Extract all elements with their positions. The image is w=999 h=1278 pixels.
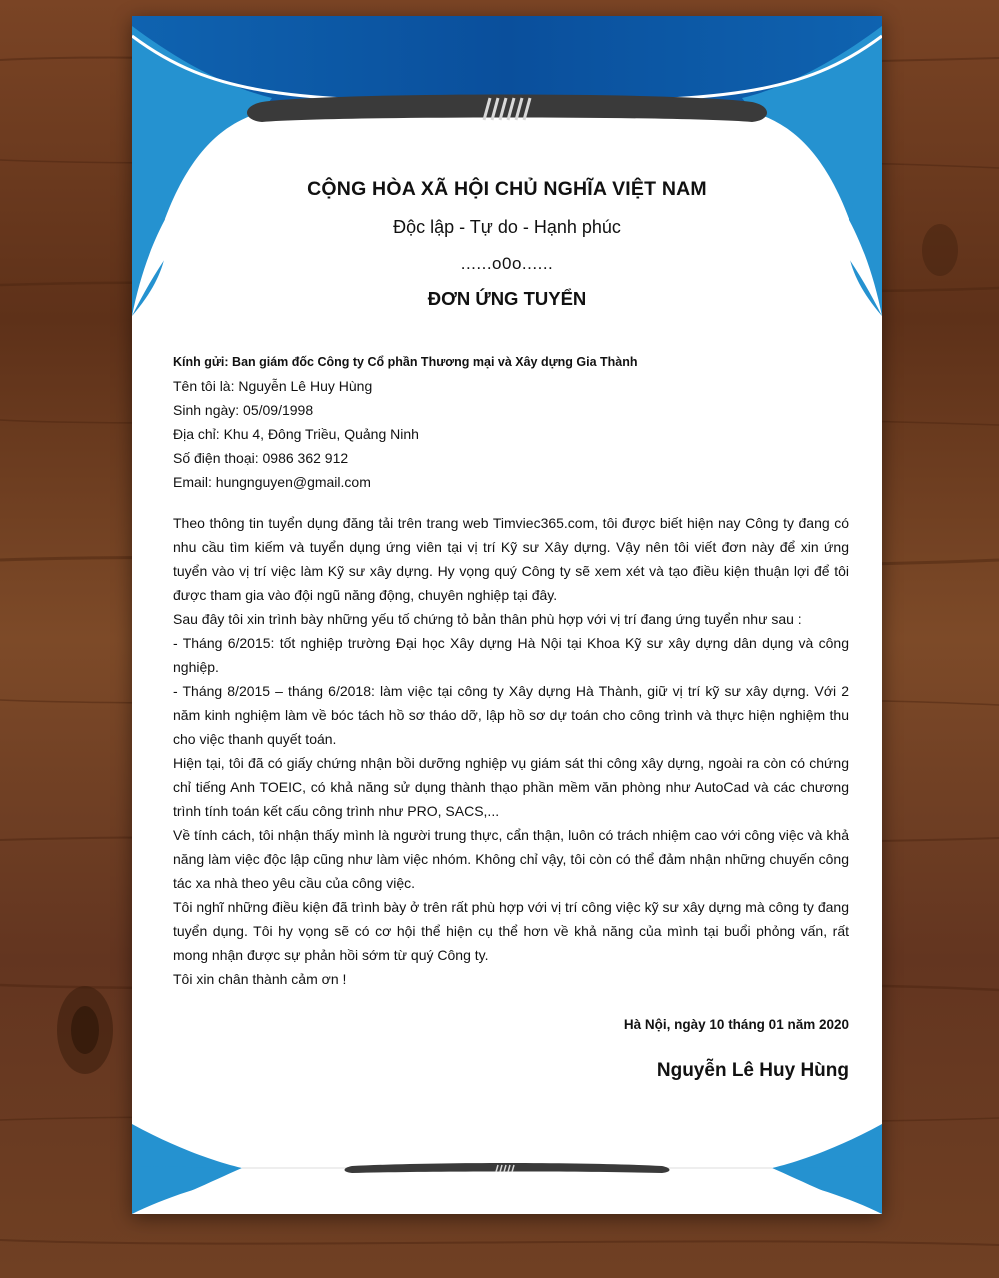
info-address: Địa chỉ: Khu 4, Đông Triều, Quảng Ninh [173,426,419,442]
applicant-info [173,374,419,494]
body-paragraph: - Tháng 6/2015: tốt nghiệp trường Đại học Xây dựng Hà Nội tại Khoa Kỹ sư xây dựng dân dụng và công nghiệp. [173,635,849,675]
date-line: Hà Nội, ngày 10 tháng 01 năm 2020 [623,1017,849,1032]
recipient-line: Kính gửi: Ban giám đốc Công ty Cổ phần Thương mại và Xây dựng Gia Thành [173,355,638,369]
letter-paper [132,16,882,1214]
info-email: Email: hungnguyen@gmail.com [173,474,371,490]
body-paragraph: Theo thông tin tuyển dụng đăng tải trên trang web Timviec365.com, tôi được biết hiện nay Công ty đang có nhu cầu tìm kiếm và tuyển dụng ứng viên tại vị trí Kỹ sư Xây dựng. Vậy nên tôi viết đơn này để xin ứng tuyển vào vị trí việc làm Kỹ sư xây dựng. Hy vọng quý Công ty sẽ xem xét và tạo điều kiện thuận lợi để tôi được tham gia vào đội ngũ năng động, chuyên nghiệp tại đây. [173,515,849,603]
letter-content [132,16,882,1214]
signature-name: Nguyễn Lê Huy Hùng [656,1060,849,1081]
ornament-divider: ......o0o...... [460,254,554,273]
body-paragraph: Tôi nghĩ những điều kiện đã trình bày ở trên rất phù hợp với vị trí công việc kỹ sư xây dựng mà công ty đang tuyển dụng. Tôi hy vọng sẽ có cơ hội thể hiện cụ thể hơn về khả năng của mình tại buổi phỏng vấn, rất mong nhận được sự phản hồi sớm từ quý Công ty. [173,899,849,963]
body-paragraph: Sau đây tôi xin trình bày những yếu tố chứng tỏ bản thân phù hợp với vị trí đang ứng tuyển như sau : [173,611,802,627]
info-name: Tên tôi là: Nguyễn Lê Huy Hùng [173,378,373,394]
national-motto: Độc lập - Tự do - Hạnh phúc [393,217,621,237]
body-paragraph: - Tháng 8/2015 – tháng 6/2018: làm việc tại công ty Xây dựng Hà Thành, giữ vị trí kỹ sư xây dựng. Với 2 năm kinh nghiệm làm về bóc tách hồ sơ tháo dỡ, lập hồ sơ dự toán cho công trình và thực hiện nghiệm thu cho việc thanh quyết toán. [173,683,849,747]
body-paragraph: Về tính cách, tôi nhận thấy mình là người trung thực, cẩn thận, luôn có trách nhiệm cao với công việc và khả năng làm việc độc lập cũng như làm việc nhóm. Không chỉ vậy, tôi còn có thể đảm nhận những chuyến công tác xa nhà theo yêu cầu của công việc. [173,827,849,891]
document-title: ĐƠN ỨNG TUYỂN [427,288,587,309]
national-title: CỘNG HÒA XÃ HỘI CHỦ NGHĨA VIỆT NAM [307,178,707,200]
info-phone: Số điện thoại: 0986 362 912 [173,450,349,466]
body-paragraph: Hiện tại, tôi đã có giấy chứng nhận bồi dưỡng nghiệp vụ giám sát thi công xây dựng, ngoài ra còn có chứng chỉ tiếng Anh TOEIC, có khả năng sử dụng thành thạo phần mềm văn phòng như AutoCad và các chương trình tính toán kết cấu công trình như PRO, SACS,... [173,755,849,819]
letter-body [173,511,849,991]
body-paragraph: Tôi xin chân thành cảm ơn ! [173,971,347,987]
info-birthdate: Sinh ngày: 05/09/1998 [173,402,314,418]
